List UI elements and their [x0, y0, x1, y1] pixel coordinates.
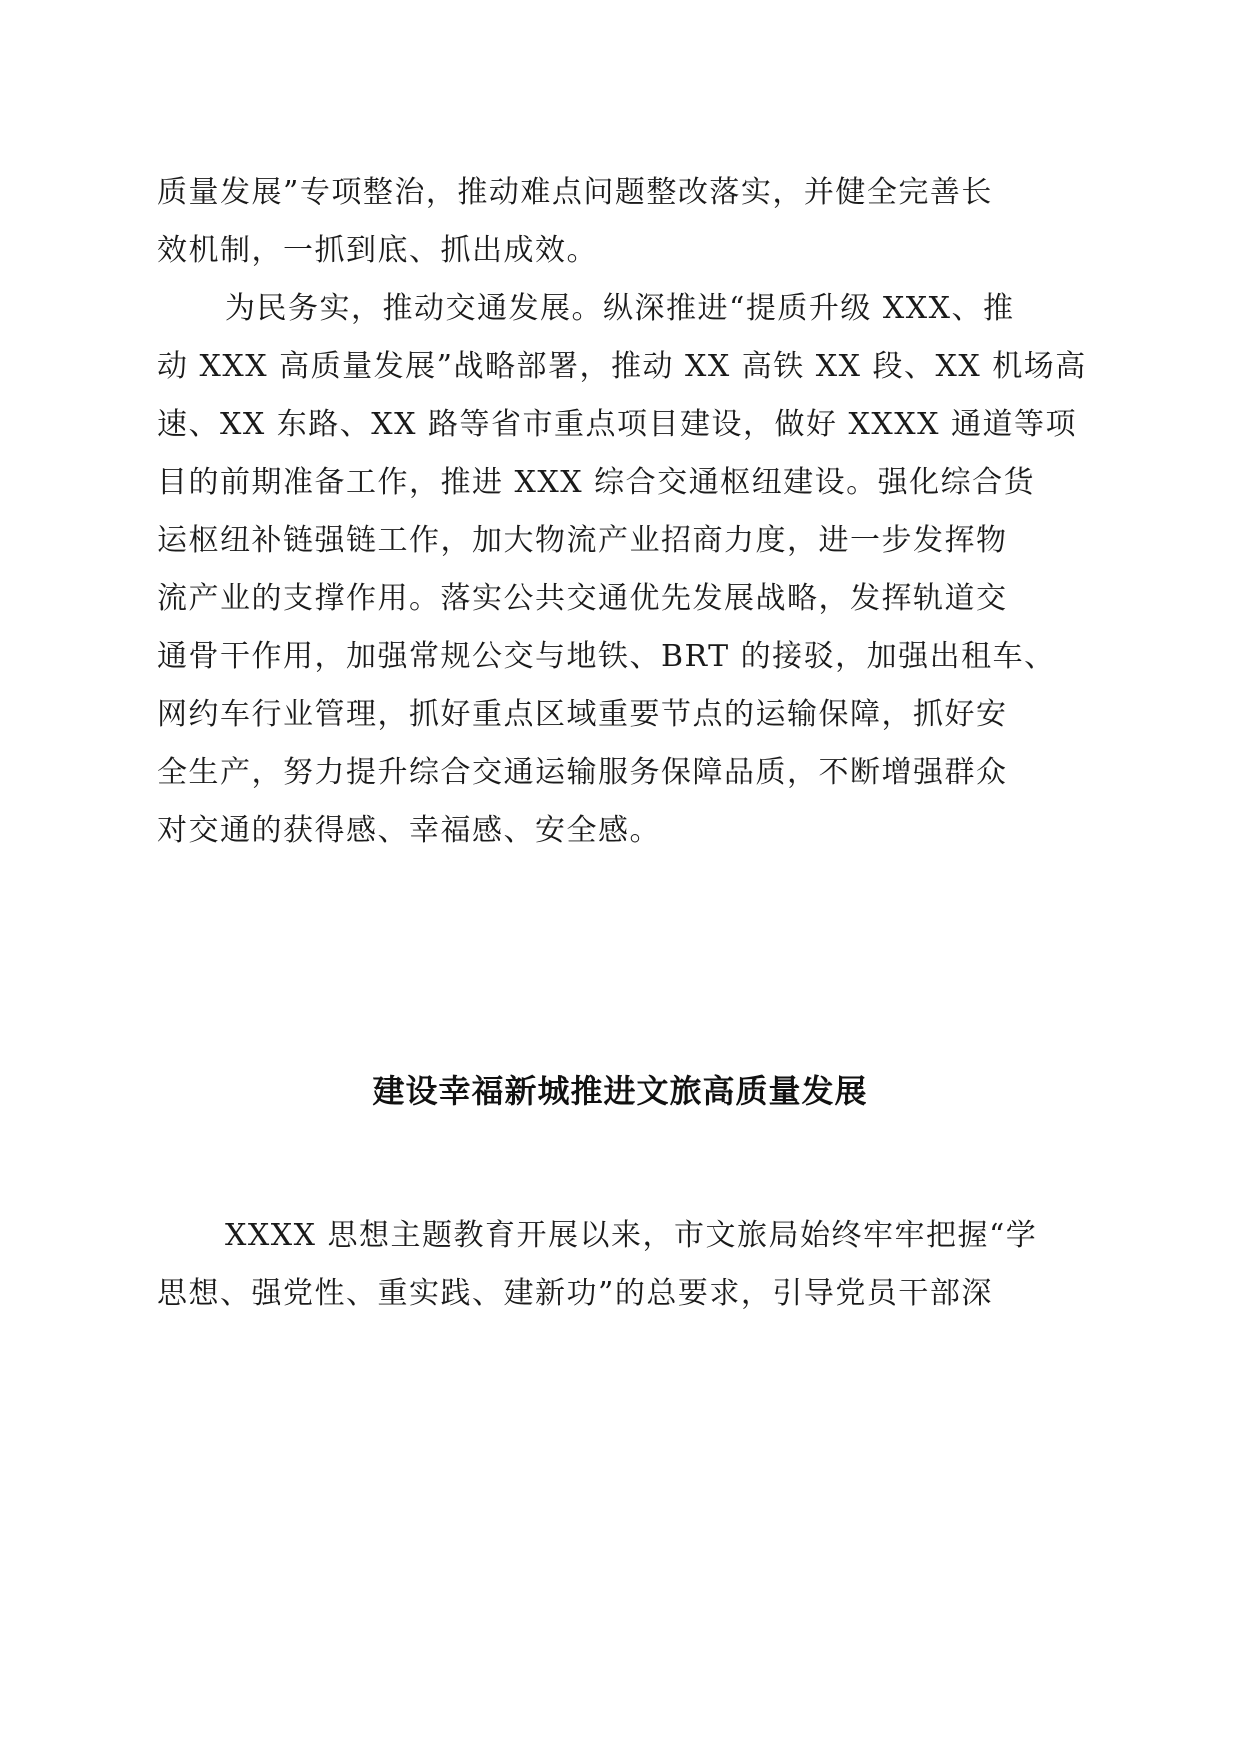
paragraph-line: 速、XX 东路、XX 路等省市重点项目建设，做好 XXXX 通道等项	[157, 407, 1078, 442]
paragraph-line: 运枢纽补链强链工作，加大物流产业招商力度，进一步发挥物	[157, 523, 1008, 558]
section-title: 建设幸福新城推进文旅高质量发展	[372, 1072, 868, 1110]
paragraph-line: 通骨干作用，加强常规公交与地铁、BRT 的接驳，加强出租车、	[157, 639, 1056, 674]
paragraph-line: 质量发展”专项整治，推动难点问题整改落实，并健全完善长	[157, 175, 993, 210]
paragraph-line: 动 XXX 高质量发展”战略部署，推动 XX 高铁 XX 段、XX 机场高	[157, 349, 1087, 384]
paragraph-line: 对交通的获得感、幸福感、安全感。	[157, 813, 661, 848]
paragraph-line: 全生产，努力提升综合交通运输服务保障品质，不断增强群众	[157, 755, 1008, 790]
paragraph-line: 思想、强党性、重实践、建新功”的总要求，引导党员干部深	[157, 1276, 993, 1311]
paragraph-line: 流产业的支撑作用。落实公共交通优先发展战略，发挥轨道交	[157, 581, 1008, 616]
paragraph-first-line: XXXX 思想主题教育开展以来，市文旅局始终牢牢把握“学	[225, 1218, 1038, 1253]
paragraph-line: 网约车行业管理，抓好重点区域重要节点的运输保障，抓好安	[157, 697, 1008, 732]
paragraph-line: 目的前期准备工作，推进 XXX 综合交通枢纽建设。强化综合货	[157, 465, 1036, 500]
paragraph-first-line: 为民务实，推动交通发展。纵深推进“提质升级 XXX、推	[225, 291, 1015, 326]
paragraph-line: 效机制，一抓到底、抓出成效。	[157, 233, 598, 268]
